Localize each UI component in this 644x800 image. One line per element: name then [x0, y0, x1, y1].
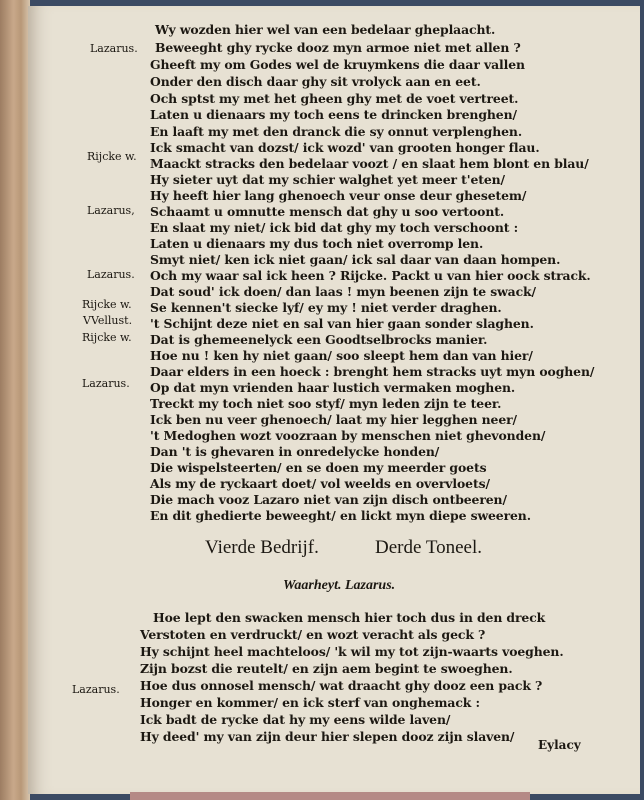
verse-line: Hy heeft hier lang ghenoech veur onse deur ghesetem/	[150, 188, 527, 203]
verse-line: Op dat myn vrienden haar lustich vermaken moghen.	[150, 380, 516, 395]
verse-line: Hoe dus onnosel mensch/ wat draacht ghy dooz een pack ?	[140, 678, 543, 693]
verse-line: Laten u dienaars my toch eens te drincken brenghen/	[150, 107, 517, 122]
speaker-rijcke: Rijcke w.	[82, 331, 132, 344]
verse-line: Onder den disch daar ghy sit vrolyck aan en eet.	[150, 74, 481, 89]
verse-line: Hoe nu ! ken hy niet gaan/ soo sleept hem dan van hier/	[150, 348, 533, 363]
verse-line: Ick smacht van dozst/ ick wozd' van grooten honger flau.	[150, 140, 540, 155]
verse-line: 't Schijnt deze niet en sal van hier gaan sonder slaghen.	[150, 316, 534, 331]
verse-line: En dit ghedierte beweeght/ en lickt myn diepe sweeren.	[150, 508, 531, 523]
verse-line: Se kennen't siecke lyf/ ey my ! niet verder draghen.	[150, 300, 502, 315]
speaker-vvellust: VVellust.	[83, 314, 133, 327]
verse-line: Smyt niet/ ken ick niet gaan/ ick sal daar van daan hompen.	[150, 252, 561, 267]
verse-line: Honger en kommer/ en ick sterf van onghemack :	[140, 695, 480, 710]
verse-line: Ick badt de rycke dat hy my eens wilde laven/	[140, 712, 451, 727]
verse-line: Die mach vooz Lazaro niet van zijn disch ontbeeren/	[150, 492, 507, 507]
verse-line: Hoe lept den swacken mensch hier toch dus in den dreck	[153, 610, 546, 625]
verse-line: Ick ben nu veer ghenoech/ laat my hier legghen neer/	[150, 412, 517, 427]
verse-line: 't Medoghen wozt voozraan by menschen niet ghevonden/	[150, 428, 546, 443]
speaker-lazarus: Lazarus.	[82, 377, 130, 390]
verse-line: Och sptst my met het gheen ghy met de voet vertreet.	[150, 91, 519, 106]
verse-line: Dat soud' ick doen/ dan laas ! myn beenen zijn te swack/	[150, 284, 536, 299]
speaker-rijcke: Rijcke w.	[82, 298, 132, 311]
verse-line: Dat is ghemeenelyck een Goodtselbrocks manier.	[150, 332, 488, 347]
verse-line: Maackt stracks den bedelaar voozt / en slaat hem blont en blau/	[150, 156, 589, 171]
speaker-lazarus: Lazarus.	[87, 268, 135, 281]
verse-line: Och my waar sal ick heen ? Rijcke. Packt u van hier oock strack.	[150, 268, 591, 283]
speaker-lazarus: Lazarus.	[90, 42, 138, 55]
catchword: Eylacy	[538, 738, 581, 752]
speaker-lazarus: Lazarus.	[72, 683, 120, 696]
character-list: Waarheyt. Lazarus.	[283, 578, 396, 593]
speaker-lazarus: Lazarus,	[87, 204, 135, 217]
verse-line: Hy sieter uyt dat my schier walghet yet meer t'eten/	[150, 172, 505, 187]
verse-line: Laten u dienaars my dus toch niet overromp len.	[150, 236, 484, 251]
verse-line: Dan 't is ghevaren in onredelycke honden/	[150, 444, 440, 459]
verse-line: Zijn bozst die reutelt/ en zijn aem begint te swoeghen.	[140, 661, 513, 676]
verse-line: Daar elders in een hoeck : brenght hem stracks uyt myn ooghen/	[150, 364, 595, 379]
verse-line: Schaamt u omnutte mensch dat ghy u soo vertoont.	[150, 204, 505, 219]
verse-line: En laaft my met den dranck die sy onnut verplenghen.	[150, 124, 523, 139]
page-edge-strip	[130, 792, 530, 800]
verse-line: Hy schijnt heel machteloos/ 'k wil my tot zijn-waarts voeghen.	[140, 644, 564, 659]
scene-heading: Derde Toneel.	[375, 537, 482, 558]
verse-line: Als my de ryckaart doet/ vol weelds en overvloets/	[150, 476, 490, 491]
verse-line: Gheeft my om Godes wel de kruymkens die daar vallen	[150, 57, 525, 72]
verse-line: Beweeght ghy rycke dooz myn armoe niet met allen ?	[155, 40, 521, 55]
verse-line: Treckt my toch niet soo styf/ myn leden zijn te teer.	[150, 396, 502, 411]
verse-line: Die wispelsteerten/ en se doen my meerder goets	[150, 460, 487, 475]
verse-line: Verstoten en verdruckt/ en wozt veracht als geck ?	[140, 627, 486, 642]
speaker-rijcke: Rijcke w.	[87, 150, 137, 163]
verse-line: Wy wozden hier wel van een bedelaar gheplaacht.	[155, 22, 496, 37]
book-binding	[0, 0, 30, 800]
verse-line: En slaat my niet/ ick bid dat ghy my toch verschoont :	[150, 220, 519, 235]
verse-line: Hy deed' my van zijn deur hier slepen dooz zijn slaven/	[140, 729, 515, 744]
act-heading: Vierde Bedrijf.	[205, 537, 319, 558]
